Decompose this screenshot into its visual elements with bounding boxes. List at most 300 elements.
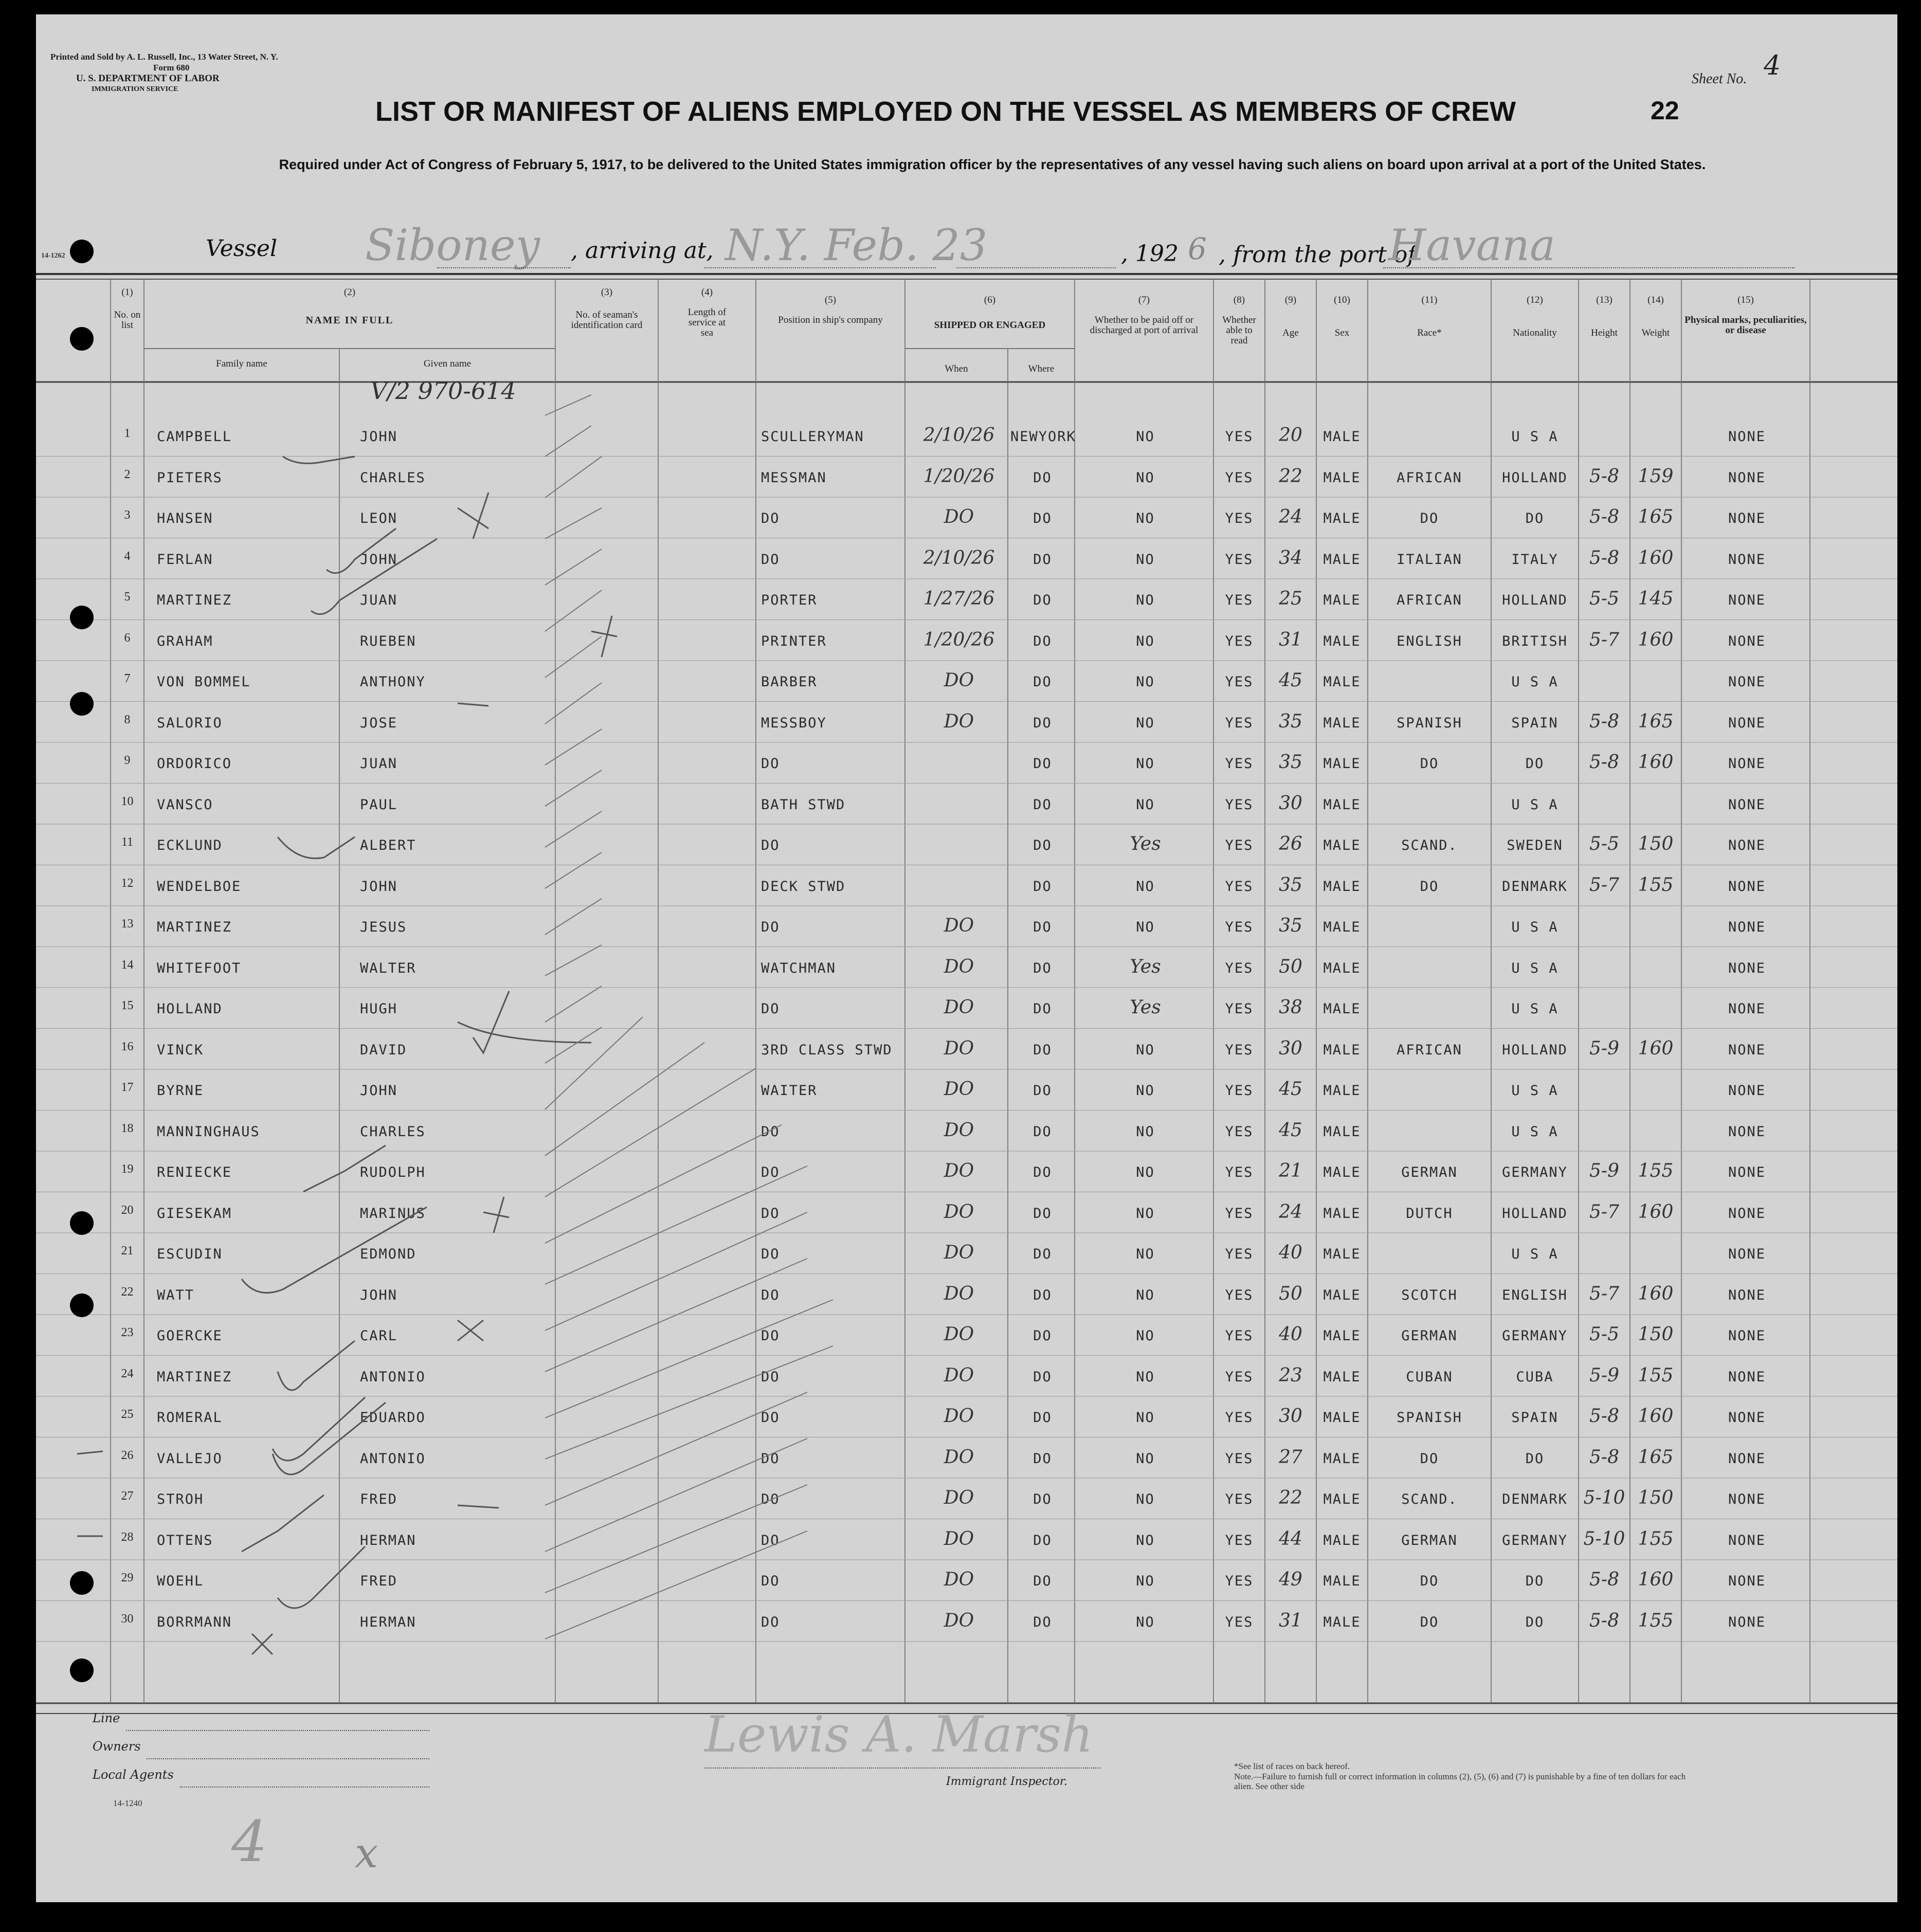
- cell-sex: MALE: [1323, 1246, 1361, 1262]
- cell-paid: NO: [1136, 633, 1155, 649]
- col-head-position: Position in ship's company: [778, 315, 883, 325]
- cell-where: DO: [1033, 1328, 1052, 1344]
- cell-sex: MALE: [1323, 1614, 1361, 1630]
- check-mark: [278, 1341, 355, 1390]
- cell-given: JOHN: [360, 1287, 398, 1303]
- cell-family: GOERCKE: [157, 1328, 223, 1344]
- cell-paid: NO: [1136, 715, 1155, 731]
- cell-when: DO: [944, 1160, 974, 1181]
- cell-read: YES: [1225, 592, 1254, 608]
- cell-given: HERMAN: [360, 1532, 416, 1548]
- cell-read: YES: [1225, 960, 1254, 976]
- cell-height: 5-8: [1589, 752, 1619, 773]
- cell-height: 5-5: [1589, 588, 1619, 609]
- cell-marks: NONE: [1728, 674, 1766, 690]
- cell-read: YES: [1225, 1001, 1254, 1017]
- cell-marks: NONE: [1728, 1328, 1766, 1344]
- col-head-height: Height: [1591, 327, 1618, 338]
- cell-paid: NO: [1136, 1123, 1155, 1140]
- form-code-top: 14-1262: [41, 252, 65, 260]
- col-head-no: No. on list: [114, 309, 141, 331]
- cell-position: WATCHMAN: [761, 960, 837, 976]
- cell-position: DO: [761, 1532, 780, 1548]
- cell-no: 12: [121, 876, 134, 890]
- col-head-id-card: No. of seaman's identification card: [571, 309, 643, 331]
- cell-position: MESSBOY: [761, 715, 827, 731]
- cell-no: 1: [124, 427, 131, 440]
- cell-marks: NONE: [1728, 796, 1766, 813]
- cell-nationality: HOLLAND: [1502, 469, 1568, 486]
- inspector-label: Immigrant Inspector.: [946, 1775, 1067, 1788]
- cell-where: DO: [1033, 674, 1052, 690]
- cell-weight: 165: [1638, 506, 1674, 527]
- cell-age: 31: [1279, 1610, 1302, 1631]
- cell-no: 29: [121, 1571, 134, 1584]
- cell-no: 5: [124, 590, 131, 604]
- printer-line-4: IMMIGRATION SERVICE: [92, 85, 178, 93]
- col-head-weight: Weight: [1641, 327, 1670, 338]
- cell-position: PORTER: [761, 592, 818, 608]
- cell-age: 35: [1279, 752, 1302, 773]
- cell-weight: 150: [1638, 1324, 1674, 1345]
- cell-given: RUDOLPH: [360, 1164, 426, 1180]
- fine-note: Note.—Failure to furnish full or correct information in columns (2), (5), (6) and (7) is punishable by a fine of ten dollars for each alien. See other side: [1234, 1772, 1686, 1791]
- cell-sex: MALE: [1323, 469, 1361, 486]
- cell-where: DO: [1033, 633, 1052, 649]
- cell-weight: 155: [1638, 1160, 1674, 1181]
- cell-given: CARL: [360, 1328, 398, 1344]
- cell-weight: 160: [1638, 629, 1674, 650]
- cell-age: 24: [1279, 506, 1302, 527]
- cell-height: 5-8: [1589, 547, 1619, 569]
- cell-when: DO: [944, 1487, 974, 1508]
- cell-position: DO: [761, 1410, 780, 1426]
- cell-race: GERMAN: [1401, 1164, 1458, 1180]
- cell-sex: MALE: [1323, 1205, 1361, 1222]
- cell-age: 30: [1279, 1406, 1302, 1427]
- cell-when: 1/20/26: [923, 629, 995, 650]
- cell-when: DO: [944, 1610, 974, 1631]
- cell-given: LEON: [360, 511, 398, 526]
- arriving-label: , arriving at,: [571, 238, 714, 264]
- cell-sex: MALE: [1323, 756, 1361, 772]
- cell-race: SCAND.: [1401, 837, 1458, 853]
- cell-when: DO: [944, 1201, 974, 1223]
- cell-paid: NO: [1136, 592, 1155, 608]
- cell-when: DO: [944, 1079, 974, 1100]
- cell-nationality: U S A: [1511, 960, 1558, 976]
- cell-position: DO: [761, 551, 780, 568]
- cell-marks: NONE: [1728, 1532, 1766, 1548]
- cell-height: 5-5: [1589, 1324, 1619, 1345]
- cell-race: SCAND.: [1401, 1491, 1458, 1507]
- cell-family: ORDORICO: [157, 756, 232, 772]
- cell-read: YES: [1225, 1287, 1254, 1303]
- col-head-family: Family name: [216, 358, 267, 369]
- cell-when: DO: [944, 1406, 974, 1427]
- cell-read: YES: [1225, 1164, 1254, 1180]
- col-head-paid-off: Whether to be paid off or discharged at port of arrival: [1090, 315, 1199, 336]
- cell-family: OTTENS: [157, 1532, 213, 1548]
- cell-given: HERMAN: [360, 1614, 416, 1630]
- four-mark: [458, 493, 488, 539]
- cell-no: 26: [121, 1448, 134, 1462]
- cell-weight: 160: [1638, 1201, 1674, 1223]
- cell-sex: MALE: [1323, 429, 1361, 445]
- cell-no: 4: [124, 549, 131, 563]
- cell-family: MARTINEZ: [157, 919, 232, 935]
- cell-family: HANSEN: [157, 511, 213, 526]
- col-num-9: (9): [1284, 295, 1297, 305]
- cell-read: YES: [1225, 1328, 1254, 1344]
- cell-nationality: CUBA: [1516, 1369, 1554, 1385]
- cell-nationality: DO: [1525, 1573, 1545, 1589]
- cell-given: EDUARDO: [360, 1410, 426, 1426]
- cell-marks: NONE: [1728, 878, 1766, 895]
- pencil-marks: [36, 14, 1897, 1902]
- arriving-value: N.Y. Feb. 23: [725, 220, 988, 270]
- col-head-marks: Physical marks, peculiarities, or disease: [1684, 315, 1807, 336]
- cell-position: DO: [761, 1491, 780, 1507]
- cell-no: 11: [121, 835, 134, 849]
- footer-line-label: Line: [93, 1711, 120, 1725]
- cell-when: DO: [944, 1528, 974, 1550]
- cell-paid: NO: [1136, 1410, 1155, 1426]
- cell-age: 38: [1279, 997, 1302, 1018]
- cell-position: SCULLERYMAN: [761, 429, 864, 445]
- cell-given: ANTONIO: [360, 1369, 426, 1385]
- cell-age: 21: [1279, 1160, 1302, 1181]
- year-suffix: 6: [1188, 231, 1207, 266]
- cell-marks: NONE: [1728, 1450, 1766, 1467]
- manifest-sheet: [36, 14, 1897, 1902]
- cell-race: DO: [1420, 878, 1439, 895]
- binder-hole: [70, 327, 94, 351]
- cell-height: 5-7: [1589, 874, 1619, 896]
- cell-family: ROMERAL: [157, 1410, 223, 1426]
- cell-position: DO: [761, 1450, 780, 1467]
- cell-family: VINCK: [157, 1042, 204, 1058]
- check-mark: [327, 528, 396, 573]
- cell-nationality: SPAIN: [1511, 1410, 1558, 1426]
- cell-read: YES: [1225, 919, 1254, 935]
- cell-nationality: ENGLISH: [1502, 1287, 1568, 1303]
- cell-position: DO: [761, 1369, 780, 1385]
- cell-when: DO: [944, 915, 974, 936]
- cell-nationality: U S A: [1511, 1001, 1558, 1017]
- cell-family: VON BOMMEL: [157, 674, 251, 690]
- cell-given: JESUS: [360, 919, 407, 935]
- cell-read: YES: [1225, 1369, 1254, 1385]
- check-mark: [242, 1207, 427, 1293]
- printer-line-1: Printed and Sold by A. L. Russell, Inc., 13 Water Street, N. Y.: [50, 52, 278, 62]
- col-num-3: (3): [601, 287, 613, 298]
- cell-no: 23: [121, 1326, 134, 1339]
- cell-no: 18: [121, 1121, 134, 1135]
- cell-where: DO: [1033, 592, 1052, 608]
- cell-where: NEWYORK: [1010, 429, 1076, 445]
- cell-no: 7: [124, 672, 131, 685]
- cell-marks: NONE: [1728, 1287, 1766, 1303]
- cell-age: 22: [1279, 465, 1302, 487]
- cell-given: JOHN: [360, 551, 398, 568]
- cell-paid: NO: [1136, 796, 1155, 813]
- cell-position: DO: [761, 1001, 780, 1017]
- cell-marks: NONE: [1728, 1410, 1766, 1426]
- cell-paid: NO: [1136, 756, 1155, 772]
- cell-when: DO: [944, 997, 974, 1018]
- cell-race: DO: [1420, 1450, 1439, 1467]
- cell-height: 5-7: [1589, 1201, 1619, 1223]
- cell-where: DO: [1033, 551, 1052, 568]
- footer-agents-label: Local Agents: [93, 1767, 174, 1782]
- cell-family: HOLLAND: [157, 1001, 223, 1017]
- cell-height: 5-9: [1589, 1160, 1619, 1181]
- cell-read: YES: [1225, 633, 1254, 649]
- cell-no: 9: [124, 754, 131, 767]
- cell-family: WENDELBOE: [157, 878, 242, 895]
- cell-no: 8: [124, 713, 131, 726]
- cell-age: 44: [1279, 1528, 1302, 1550]
- cell-nationality: U S A: [1511, 1123, 1558, 1140]
- id-column-tick-marks: [545, 395, 833, 1639]
- cell-read: YES: [1225, 1614, 1254, 1630]
- cell-age: 50: [1279, 956, 1302, 977]
- cell-marks: NONE: [1728, 1001, 1766, 1017]
- cell-where: DO: [1033, 878, 1052, 895]
- cell-read: YES: [1225, 1123, 1254, 1140]
- cell-sex: MALE: [1323, 1328, 1361, 1344]
- dash-mark: [458, 703, 488, 706]
- cell-family: MANNINGHAUS: [157, 1123, 260, 1140]
- cell-marks: NONE: [1728, 919, 1766, 935]
- vessel-label: Vessel: [206, 235, 278, 262]
- cell-race: DO: [1420, 1573, 1439, 1589]
- sheet-no-label: Sheet No.: [1692, 71, 1747, 87]
- cell-sex: MALE: [1323, 1083, 1361, 1099]
- col-head-when: When: [945, 363, 968, 374]
- cell-weight: 155: [1638, 1610, 1674, 1631]
- cell-where: DO: [1033, 1042, 1052, 1058]
- cell-read: YES: [1225, 1491, 1254, 1507]
- cell-sex: MALE: [1323, 511, 1361, 526]
- cell-race: SPANISH: [1397, 1410, 1462, 1426]
- cell-where: DO: [1033, 1532, 1052, 1548]
- printer-line-3: U. S. DEPARTMENT OF LABOR: [76, 73, 220, 84]
- cell-sex: MALE: [1323, 837, 1361, 853]
- cell-family: BYRNE: [157, 1083, 204, 1099]
- cell-when: 2/10/26: [923, 425, 995, 446]
- cell-no: 19: [121, 1162, 134, 1176]
- cell-where: DO: [1033, 1001, 1052, 1017]
- cell-marks: NONE: [1728, 756, 1766, 772]
- cell-height: 5-7: [1589, 1283, 1619, 1304]
- cell-when: 1/20/26: [923, 465, 995, 487]
- cell-read: YES: [1225, 1573, 1254, 1589]
- cell-paid: NO: [1136, 1369, 1155, 1385]
- cell-when: DO: [944, 710, 974, 732]
- cell-age: 24: [1279, 1201, 1302, 1223]
- binder-hole: [70, 240, 94, 263]
- cell-height: 5-8: [1589, 1569, 1619, 1590]
- cell-where: DO: [1033, 1246, 1052, 1262]
- cell-weight: 155: [1638, 1364, 1674, 1386]
- cell-family: ESCUDIN: [157, 1246, 223, 1262]
- cell-given: JOSE: [360, 715, 398, 731]
- cell-age: 30: [1279, 792, 1302, 814]
- cell-weight: 160: [1638, 1406, 1674, 1427]
- cell-where: DO: [1033, 756, 1052, 772]
- cell-marks: NONE: [1728, 1164, 1766, 1180]
- cell-height: 5-8: [1589, 710, 1619, 732]
- col-head-given: Given name: [423, 358, 472, 369]
- cell-read: YES: [1225, 1450, 1254, 1467]
- cell-paid: NO: [1136, 1614, 1155, 1630]
- cell-position: DO: [761, 756, 780, 772]
- cell-nationality: U S A: [1511, 1246, 1558, 1262]
- cell-paid: Yes: [1130, 956, 1161, 977]
- cell-age: 31: [1279, 629, 1302, 650]
- cell-marks: NONE: [1728, 429, 1766, 445]
- cell-race: GERMAN: [1401, 1328, 1458, 1344]
- cell-race: CUBAN: [1406, 1369, 1453, 1385]
- cell-marks: NONE: [1728, 1614, 1766, 1630]
- cell-family: WHITEFOOT: [157, 960, 242, 976]
- cell-given: CHARLES: [360, 1123, 426, 1140]
- cell-family: SALORIO: [157, 715, 223, 731]
- cell-family: MARTINEZ: [157, 1369, 232, 1385]
- cell-weight: 160: [1638, 1283, 1674, 1304]
- cell-weight: 160: [1638, 1037, 1674, 1059]
- title-mark: 22: [1651, 96, 1679, 125]
- cell-sex: MALE: [1323, 960, 1361, 976]
- cell-position: DO: [761, 919, 780, 935]
- cell-sex: MALE: [1323, 1123, 1361, 1140]
- cell-age: 40: [1279, 1324, 1302, 1345]
- cell-read: YES: [1225, 1246, 1254, 1262]
- cell-sex: MALE: [1323, 1532, 1361, 1548]
- cell-when: DO: [944, 1364, 974, 1386]
- cell-marks: NONE: [1728, 1491, 1766, 1507]
- race-note: *See list of races on back hereof.: [1234, 1761, 1350, 1771]
- cell-height: 5-8: [1589, 506, 1619, 527]
- from-port-label: , from the port of: [1219, 242, 1416, 268]
- cell-family: STROH: [157, 1491, 204, 1507]
- cell-sex: MALE: [1323, 919, 1361, 935]
- cell-where: DO: [1033, 1491, 1052, 1507]
- cell-height: 5-7: [1589, 629, 1619, 650]
- cell-given: MARINUS: [360, 1205, 426, 1222]
- cell-age: 45: [1279, 1079, 1302, 1100]
- cell-when: DO: [944, 1569, 974, 1590]
- cell-nationality: HOLLAND: [1502, 1042, 1568, 1058]
- col-num-15: (15): [1737, 295, 1754, 305]
- cell-given: FRED: [360, 1573, 398, 1589]
- cell-nationality: GERMANY: [1502, 1532, 1568, 1548]
- cell-marks: NONE: [1728, 960, 1766, 976]
- cell-race: DUTCH: [1406, 1205, 1453, 1222]
- cell-nationality: DO: [1525, 1614, 1545, 1630]
- cell-given: JOHN: [360, 878, 398, 895]
- cell-no: 10: [121, 794, 134, 808]
- cell-nationality: GERMANY: [1502, 1328, 1568, 1344]
- cell-nationality: GERMANY: [1502, 1164, 1568, 1180]
- cell-no: 13: [121, 917, 134, 931]
- cell-nationality: U S A: [1511, 796, 1558, 813]
- cell-no: 15: [121, 999, 134, 1012]
- cell-no: 14: [121, 958, 134, 972]
- cell-where: DO: [1033, 715, 1052, 731]
- col-num-1: (1): [121, 287, 133, 298]
- cell-height: 5-5: [1589, 833, 1619, 854]
- cell-when: DO: [944, 1242, 974, 1263]
- cell-read: YES: [1225, 429, 1254, 445]
- cell-race: SCOTCH: [1401, 1287, 1458, 1303]
- check-mark: [303, 1145, 386, 1192]
- check-mark: [273, 1397, 365, 1461]
- cell-marks: NONE: [1728, 1083, 1766, 1099]
- cell-sex: MALE: [1323, 1001, 1361, 1017]
- cell-weight: 160: [1638, 752, 1674, 773]
- cell-when: DO: [944, 1324, 974, 1345]
- cell-weight: 145: [1638, 588, 1674, 609]
- cell-marks: NONE: [1728, 1123, 1766, 1140]
- cell-age: 20: [1279, 425, 1302, 446]
- cell-nationality: ITALY: [1511, 551, 1558, 568]
- cell-position: DO: [761, 837, 780, 853]
- cell-race: ENGLISH: [1397, 633, 1462, 649]
- check-mark: [311, 539, 437, 614]
- cell-family: GIESEKAM: [157, 1205, 232, 1222]
- page-title: LIST OR MANIFEST OF ALIENS EMPLOYED ON THE VESSEL AS MEMBERS OF CREW: [375, 96, 1516, 127]
- cell-paid: NO: [1136, 878, 1155, 895]
- cell-where: DO: [1033, 1410, 1052, 1426]
- cell-sex: MALE: [1323, 1410, 1361, 1426]
- cell-nationality: DO: [1525, 511, 1545, 526]
- cell-no: 16: [121, 1040, 134, 1053]
- cell-given: DAVID: [360, 1042, 407, 1058]
- cell-sex: MALE: [1323, 1450, 1361, 1467]
- cell-read: YES: [1225, 1410, 1254, 1426]
- cell-age: 30: [1279, 1037, 1302, 1059]
- cell-race: DO: [1420, 511, 1439, 526]
- col-num-2: (2): [343, 287, 356, 298]
- year-prefix: , 192: [1121, 241, 1179, 267]
- cell-family: CAMPBELL: [157, 429, 232, 445]
- dash-mark: [458, 1505, 499, 1508]
- cell-position: 3RD CLASS STWD: [761, 1042, 893, 1058]
- cell-position: BATH STWD: [761, 796, 846, 813]
- check-mark: [278, 837, 355, 859]
- cell-weight: 160: [1638, 1569, 1674, 1590]
- cell-marks: NONE: [1728, 511, 1766, 526]
- cell-age: 23: [1279, 1364, 1302, 1386]
- footer-pencil-x: x: [355, 1829, 378, 1877]
- cell-read: YES: [1225, 1205, 1254, 1222]
- cell-given: JOHN: [360, 429, 398, 445]
- sheet-number: 4: [1764, 50, 1781, 81]
- col-head-where: Where: [1028, 363, 1055, 374]
- cell-weight: 160: [1638, 547, 1674, 569]
- cell-read: YES: [1225, 715, 1254, 731]
- cell-where: DO: [1033, 511, 1052, 526]
- cell-given: ANTONIO: [360, 1450, 426, 1467]
- cell-race: DO: [1420, 1614, 1439, 1630]
- cell-marks: NONE: [1728, 1042, 1766, 1058]
- cell-no: 20: [121, 1203, 134, 1217]
- cell-position: DO: [761, 511, 780, 526]
- cell-paid: NO: [1136, 1491, 1155, 1507]
